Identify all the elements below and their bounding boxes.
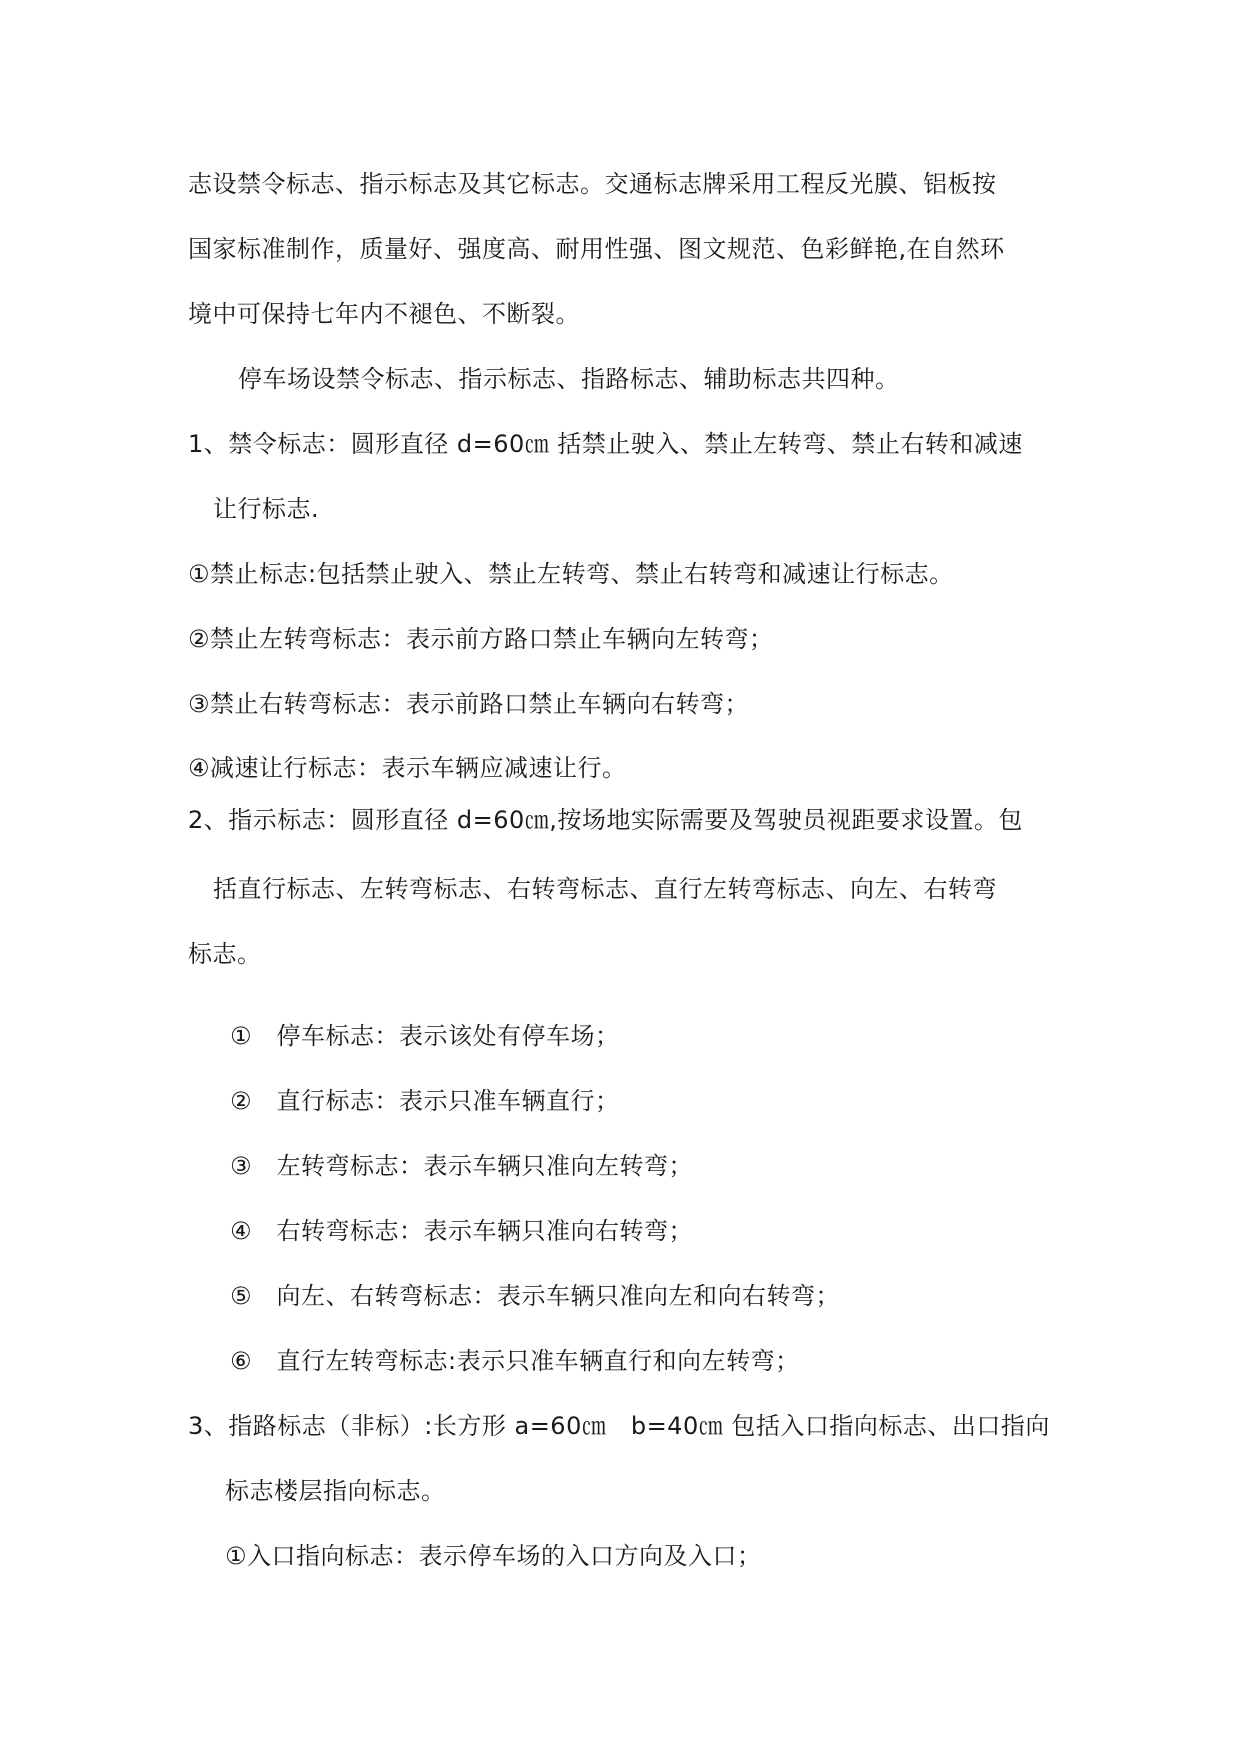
list-item: ④ 右转弯标志：表示车辆只准向右转弯； bbox=[230, 1217, 694, 1245]
list-heading-1-cont: 让行标志. bbox=[213, 495, 320, 523]
list-item: ①入口指向标志：表示停车场的入口方向及入口； bbox=[225, 1542, 762, 1570]
paragraph-line: 志设禁令标志、指示标志及其它标志。交通标志牌采用工程反光膜、铝板按 bbox=[188, 170, 997, 198]
list-heading-2-cont: 括直行标志、左转弯标志、右转弯标志、直行左转弯标志、向左、右转弯 bbox=[213, 875, 997, 903]
list-heading-3-cont: 标志楼层指向标志。 bbox=[225, 1477, 446, 1505]
paragraph-line: 国家标准制作，质量好、强度高、耐用性强、图文规范、色彩鲜艳,在自然环 bbox=[188, 235, 1005, 263]
list-item: ③ 左转弯标志：表示车辆只准向左转弯； bbox=[230, 1152, 694, 1180]
list-heading-3: 3、指路标志（非标）:长方形 a=60㎝ b=40㎝ 包括入口指向标志、出口指向 bbox=[188, 1412, 1050, 1440]
list-item: ② 直行标志：表示只准车辆直行； bbox=[230, 1087, 620, 1115]
list-item: ③禁止右转弯标志：表示前路口禁止车辆向右转弯； bbox=[188, 690, 750, 718]
paragraph-line: 境中可保持七年内不褪色、不断裂。 bbox=[188, 300, 580, 328]
list-item: ⑤ 向左、右转弯标志：表示车辆只准向左和向右转弯； bbox=[230, 1282, 841, 1310]
list-heading-2-cont: 标志。 bbox=[188, 940, 262, 968]
list-item: ⑥ 直行左转弯标志:表示只准车辆直行和向左转弯； bbox=[230, 1347, 800, 1375]
list-item: ④减速让行标志：表示车辆应减速让行。 bbox=[188, 754, 627, 782]
paragraph-line: 停车场设禁令标志、指示标志、指路标志、辅助标志共四种。 bbox=[238, 365, 900, 393]
list-item: ①禁止标志:包括禁止驶入、禁止左转弯、禁止右转弯和减速让行标志。 bbox=[188, 560, 954, 588]
list-heading-1: 1、禁令标志：圆形直径 d=60㎝ 括禁止驶入、禁止左转弯、禁止右转和减速 bbox=[188, 430, 1023, 458]
list-item: ① 停车标志：表示该处有停车场； bbox=[230, 1022, 620, 1050]
list-item: ②禁止左转弯标志：表示前方路口禁止车辆向左转弯； bbox=[188, 625, 774, 653]
list-heading-2: 2、指示标志：圆形直径 d=60㎝,按场地实际需要及驾驶员视距要求设置。包 bbox=[188, 806, 1023, 834]
